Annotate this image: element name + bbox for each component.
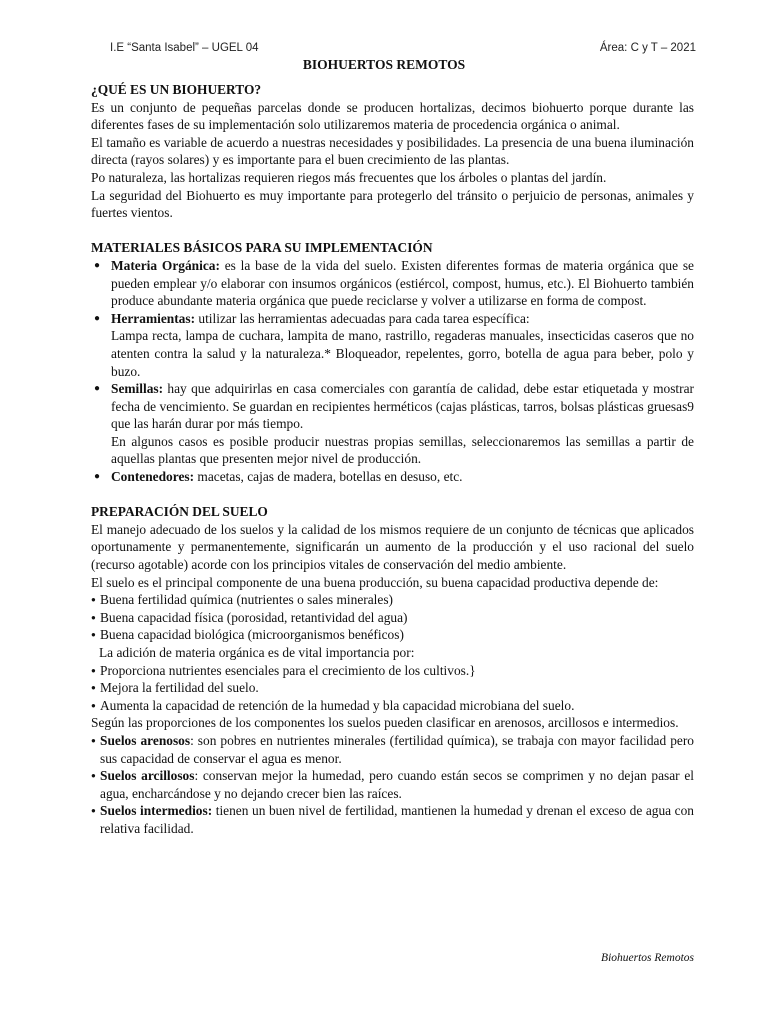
list-item-materia-organica bbox=[91, 257, 694, 310]
list-item: ● Aumenta la capacidad de retención de la humedad y bla capacidad microbiana del suelo. bbox=[91, 697, 694, 715]
item-lead: Herramientas: bbox=[111, 310, 196, 326]
item-text: es la base de la vida del suelo. Existen diferentes formas de materia orgánica que se pueden emplear y/o elaborar con insumos orgánicos (estiércol, compost, humus, etc.). El Biohuerto también produce abundante materia orgánica que puede reciclarse y volver a utilizarse en forma de compost. bbox=[111, 257, 694, 309]
soil-types-list bbox=[91, 732, 694, 838]
document-body bbox=[91, 81, 694, 838]
list-item: ● Buena capacidad biológica (microorganismos benéficos) bbox=[91, 626, 694, 644]
list-item-suelos-arcillosos bbox=[91, 767, 694, 802]
list-item-suelos-arenosos bbox=[91, 732, 694, 767]
item-lead: Materia Orgánica: bbox=[111, 257, 220, 273]
item-extra: En algunos casos es posible producir nuestras propias semillas, seleccionaremos las semillas a partir de aquellas plantas que presenten mejor nivel de producción. bbox=[111, 433, 694, 467]
item-lead: Suelos intermedios: bbox=[100, 803, 213, 819]
list-item-contenedores bbox=[91, 468, 694, 486]
item-text: : conservan mejor la humedad, pero cuando están secos se comprimen y no dejan pasar el agua, encharcándose y no dejando crecer bien las raíces. bbox=[100, 768, 694, 801]
paragraph: El suelo es el principal componente de una buena producción, su buena capacidad productiva depende de: bbox=[91, 574, 659, 590]
list-item-herramientas bbox=[91, 310, 694, 380]
paragraph: El manejo adecuado de los suelos y la calidad de los mismos requiere de un conjunto de técnicas que aplicados oportunamente y permanentemente, significarán un aumento de la producción y el uso racional del suelo (recurso agotable) acorde con los principios vitales de conservación del medio ambiente. bbox=[91, 521, 694, 573]
paragraph: La seguridad del Biohuerto es muy importante para protegerlo del tránsito o perjuicio de personas, animales y fuertes vientos. bbox=[91, 187, 694, 221]
paragraph: Po naturaleza, las hortalizas requieren riegos más frecuentes que los árboles o plantas del jardín. bbox=[91, 169, 607, 185]
page-footer: Biohuertos Remotos bbox=[601, 952, 694, 964]
list-item: ● Buena capacidad física (porosidad, retantividad del agua) bbox=[91, 609, 694, 627]
section-title-preparacion: PREPARACIÓN DEL SUELO bbox=[91, 504, 268, 520]
item-text: utilizar las herramientas adecuadas para cada tarea específica: bbox=[195, 310, 530, 326]
item-text: macetas, cajas de madera, botellas en desuso, etc. bbox=[194, 469, 463, 485]
organic-matter-list bbox=[91, 662, 694, 715]
list-item: ● Proporciona nutrientes esenciales para el crecimiento de los cultivos.} bbox=[91, 662, 694, 680]
item-text: hay que adquirirlas en casa comerciales con garantía de calidad, debe estar etiquetada y mostrar fecha de vencimiento. Se guardan en recipientes herméticos (cajas plásticas, tarros, bolsas plásticas gruesas9 que las harán durar por más tiempo. bbox=[111, 381, 694, 432]
list-item: ● Buena fertilidad química (nutrientes o sales minerales) bbox=[91, 591, 694, 609]
item-lead: Suelos arcillosos bbox=[100, 768, 195, 784]
item-text: : son pobres en nutrientes minerales (fertilidad química), se trabaja con mayor facilidad pero sus capacidad de conservar el agua es menor. bbox=[100, 732, 694, 766]
item-lead: Contenedores: bbox=[111, 469, 195, 485]
list-item-semillas bbox=[91, 380, 694, 468]
list-item: ● Mejora la fertilidad del suelo. bbox=[91, 679, 694, 697]
item-lead: Semillas: bbox=[111, 381, 164, 397]
item-text: tienen un buen nivel de fertilidad, mantienen la humedad y drenan el exceso de agua con relativa facilidad. bbox=[100, 803, 694, 836]
item-extra: Lampa recta, lampa de cuchara, lampita de mano, rastrillo, regaderas manuales, insecticidas caseros que no atenten contra la salud y la naturaleza.* Bloqueador, repelentes, gorro, botella de agua para beber, polo y buzo. bbox=[111, 328, 694, 379]
materials-list bbox=[91, 257, 694, 486]
document-title: BIOHUERTOS REMOTOS bbox=[302, 57, 466, 72]
list-item-suelos-intermedios bbox=[91, 802, 694, 837]
section-title-que-es: ¿QUÉ ES UN BIOHUERTO? bbox=[91, 82, 262, 97]
paragraph: Según las proporciones de los componentes los suelos pueden clasificar en arenosos, arcillosos e intermedios. bbox=[91, 715, 679, 731]
paragraph: Es un conjunto de pequeñas parcelas donde se producen hortalizas, decimos biohuerto porque durante las diferentes fases de su implementación solo utilizaremos materia de procedencia orgánica o animal. bbox=[91, 99, 694, 133]
section-title-materiales: MATERIALES BÁSICOS PARA SU IMPLEMENTACIÓN bbox=[91, 240, 433, 256]
header-school: I.E “Santa Isabel” – UGEL 04 bbox=[110, 42, 259, 54]
spacer bbox=[91, 486, 694, 504]
paragraph: La adición de materia orgánica es de vital importancia por: bbox=[99, 645, 415, 660]
spacer bbox=[91, 222, 694, 240]
paragraph: El tamaño es variable de acuerdo a nuestras necesidades y posibilidades. La presencia de una buena iluminación directa (rayos solares) y es importante para el buen crecimiento de las plantas. bbox=[91, 134, 694, 168]
soil-capacity-list bbox=[91, 591, 694, 644]
header-area: Área: C y T – 2021 bbox=[599, 42, 696, 54]
item-lead: Suelos arenosos bbox=[100, 732, 191, 748]
